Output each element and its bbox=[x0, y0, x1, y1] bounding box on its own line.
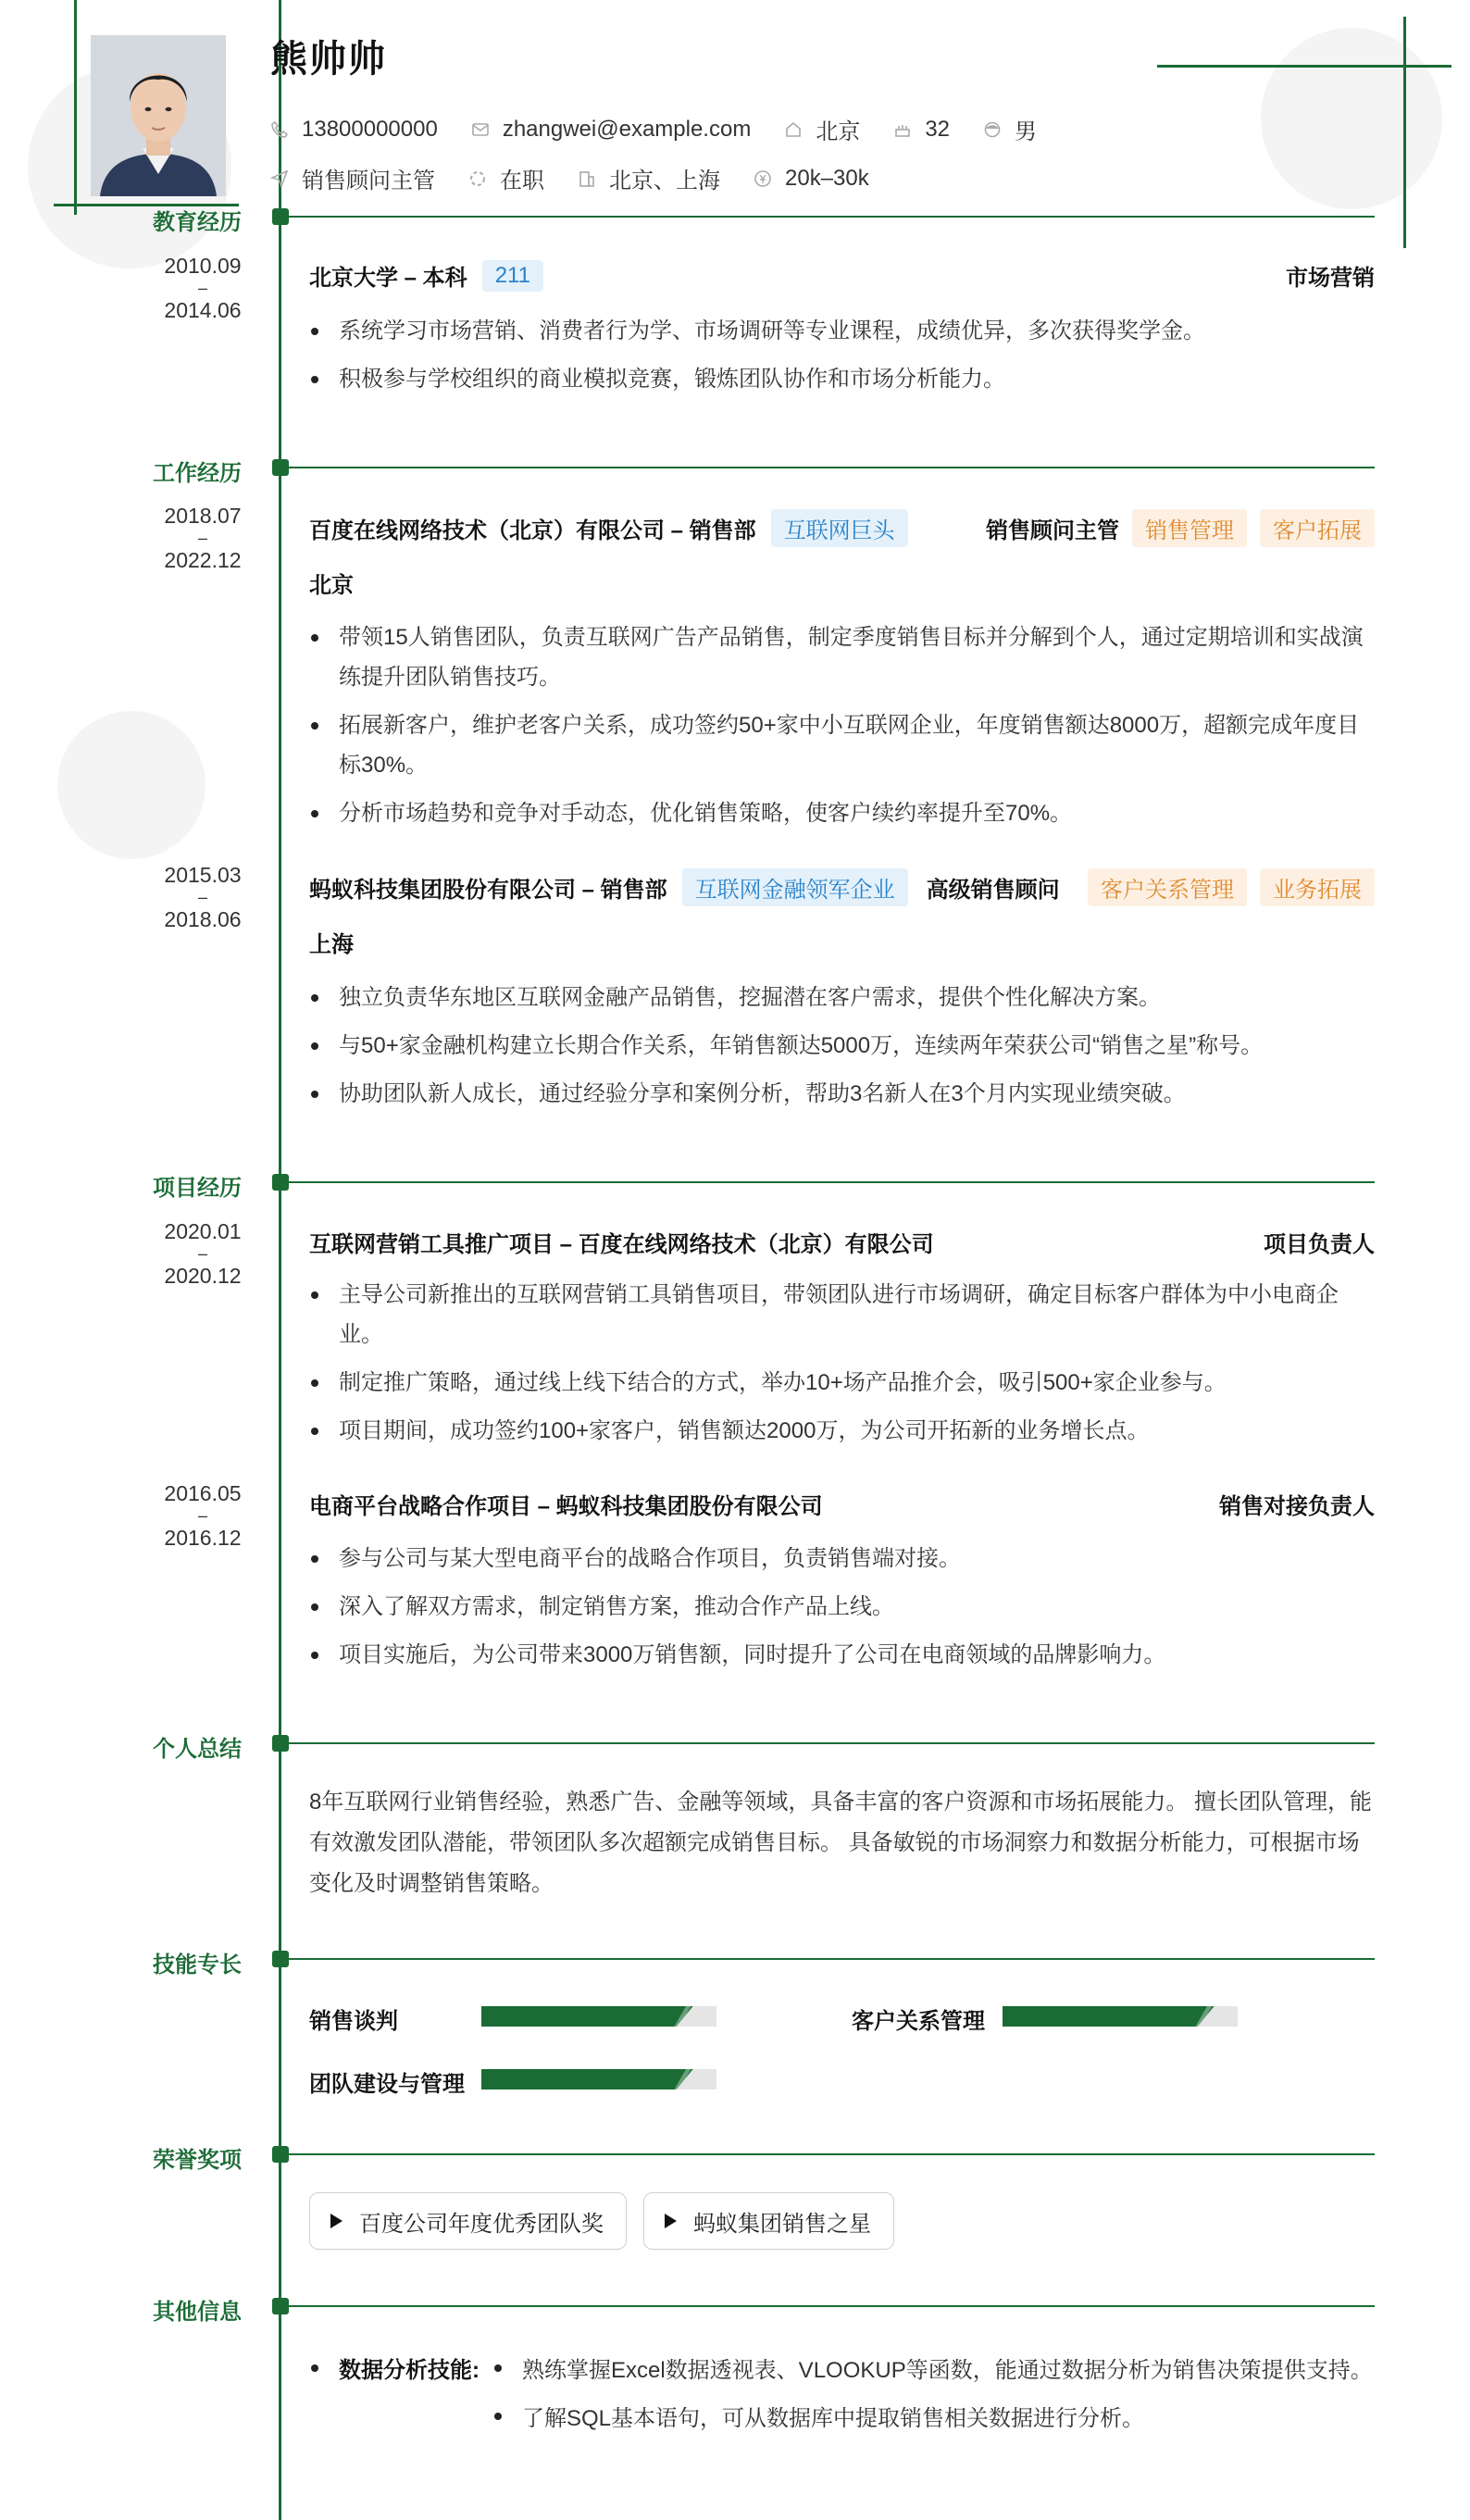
date-dash: – bbox=[197, 279, 207, 297]
date-end: 2016.12 bbox=[164, 1526, 242, 1550]
job-role: 销售顾问主管 bbox=[986, 518, 1119, 543]
section-title-other: 其他信息 bbox=[153, 2300, 242, 2325]
age-item bbox=[893, 117, 950, 143]
skill-level-fill bbox=[481, 2069, 693, 2090]
city-item bbox=[784, 113, 860, 145]
salary-value: 20k–30k bbox=[785, 165, 869, 191]
project-title: 互联网营销工具推广项目 – 百度在线网络技术（北京）有限公司 bbox=[309, 1232, 934, 1257]
honor-badge bbox=[309, 2192, 627, 2250]
date-start: 2018.07 bbox=[164, 504, 242, 528]
section-title-education: 教育经历 bbox=[153, 210, 242, 235]
home-icon bbox=[784, 120, 803, 139]
project-role: 项目负责人 bbox=[1264, 1232, 1375, 1257]
loading-icon bbox=[468, 169, 487, 188]
phone-item bbox=[270, 117, 438, 143]
contact-row bbox=[270, 113, 1070, 145]
gender-value: 男 bbox=[1015, 119, 1038, 144]
project-date bbox=[148, 1482, 257, 1549]
skill-level-fill bbox=[1003, 2006, 1215, 2027]
section-divider bbox=[280, 467, 1375, 468]
skill-tag: 客户拓展 bbox=[1260, 509, 1375, 547]
city-value: 北京 bbox=[816, 119, 861, 144]
company-tag: 互联网金融领军企业 bbox=[682, 868, 908, 906]
list-item: 项目实施后，为公司带来3000万销售额，同时提升了公司在电商领域的品牌影响力。 bbox=[309, 1635, 1374, 1675]
play-triangle-icon bbox=[330, 2214, 343, 2228]
email-icon bbox=[471, 120, 490, 139]
project-bullets bbox=[309, 1275, 1374, 1459]
status-value: 在职 bbox=[500, 168, 544, 193]
other-category-text: 数据分析技能: bbox=[339, 2358, 480, 2383]
job-role: 高级销售顾问 bbox=[926, 878, 1060, 903]
company-dept: 蚂蚁科技集团股份有限公司 – 销售部 bbox=[309, 878, 667, 903]
phone-icon bbox=[270, 120, 289, 139]
skill-name: 销售谈判 bbox=[309, 2009, 398, 2034]
list-item: 项目期间，成功签约100+家客户，销售额达2000万，为公司开拓新的业务增长点。 bbox=[309, 1411, 1374, 1451]
date-end: 2022.12 bbox=[164, 548, 242, 572]
email-value: zhangwei@example.com bbox=[502, 116, 752, 142]
avatar bbox=[91, 35, 226, 196]
honor-badge bbox=[643, 2192, 894, 2250]
building-icon bbox=[578, 169, 596, 188]
play-triangle-icon bbox=[665, 2214, 677, 2228]
education-date bbox=[148, 255, 257, 321]
project-entry-header bbox=[309, 1488, 1375, 1520]
skill-level-bar bbox=[1003, 2006, 1238, 2027]
target-city-value: 北京、上海 bbox=[609, 168, 720, 193]
section-divider bbox=[280, 216, 1375, 218]
date-end: 2018.06 bbox=[164, 907, 242, 931]
work-date bbox=[148, 864, 257, 930]
email-item bbox=[471, 117, 752, 143]
list-item: 协助团队新人成长，通过经验分享和案例分析，帮助3名新人在3个月内实现业绩突破。 bbox=[309, 1074, 1374, 1114]
list-item: 与50+家金融机构建立长期合作关系，年销售额达5000万，连续两年荣获公司“销售之星”称号。 bbox=[309, 1026, 1374, 1066]
date-start: 2015.03 bbox=[164, 863, 242, 887]
candidate-name: 熊帅帅 bbox=[270, 39, 387, 80]
decor-circle bbox=[57, 711, 206, 859]
list-item: 带领15人销售团队，负责互联网广告产品销售，制定季度销售目标并分解到个人，通过定期培训和实战演练提升团队销售技巧。 bbox=[309, 618, 1374, 697]
work-city: 上海 bbox=[309, 932, 354, 957]
avatar-portrait-icon bbox=[91, 35, 226, 196]
date-dash: – bbox=[197, 1244, 207, 1263]
list-item: 制定推广策略，通过线上线下结合的方式，举办10+场产品推介会，吸引500+家企业参与。 bbox=[309, 1363, 1374, 1403]
skill-name: 客户关系管理 bbox=[852, 2009, 985, 2034]
skill-level-bar bbox=[481, 2069, 716, 2090]
section-title-work: 工作经历 bbox=[153, 461, 242, 486]
other-item: 熟练掌握Excel数据透视表、VLOOKUP等函数，能通过数据分析为销售决策提供支持。 bbox=[492, 2352, 1373, 2384]
target-city-item bbox=[578, 162, 720, 194]
list-item: 独立负责华东地区互联网金融产品销售，挖掘潜在客户需求，提供个性化解决方案。 bbox=[309, 978, 1374, 1017]
section-title-projects: 项目经历 bbox=[153, 1176, 242, 1201]
company-tag: 互联网巨头 bbox=[771, 509, 908, 547]
work-entry-header bbox=[309, 868, 1375, 906]
skill-name: 团队建设与管理 bbox=[309, 2072, 465, 2097]
decor-line bbox=[74, 0, 77, 215]
date-end: 2014.06 bbox=[164, 298, 242, 322]
work-bullets bbox=[309, 618, 1374, 842]
date-start: 2016.05 bbox=[164, 1481, 242, 1505]
section-divider bbox=[280, 1742, 1375, 1744]
date-start: 2010.09 bbox=[164, 254, 242, 278]
face-icon bbox=[983, 120, 1002, 139]
section-divider bbox=[280, 2153, 1375, 2155]
position-value: 销售顾问主管 bbox=[302, 168, 435, 193]
date-end: 2020.12 bbox=[164, 1264, 242, 1288]
honor-label: 百度公司年度优秀团队奖 bbox=[359, 2211, 604, 2237]
position-item bbox=[270, 162, 435, 194]
yen-icon bbox=[754, 169, 772, 188]
list-item: 分析市场趋势和竞争对手动态，优化销售策略，使客户续约率提升至70%。 bbox=[309, 793, 1374, 833]
summary-text: 8年互联网行业销售经验，熟悉广告、金融等领域，具备丰富的客户资源和市场拓展能力。 擅长团队管理，能有效激发团队潜能，带领团队多次超额完成销售目标。 具备敏锐的市场洞察力和数据分析能力，可根据市场变化及时调整销售策略。 bbox=[309, 1790, 1373, 1896]
gender-item bbox=[983, 113, 1037, 145]
other-item: 了解SQL基本语句，可从数据库中提取销售相关数据进行分析。 bbox=[492, 2400, 1144, 2432]
skill-level-bar bbox=[481, 2006, 716, 2027]
school-degree: 北京大学 – 本科 bbox=[309, 266, 467, 291]
project-role: 销售对接负责人 bbox=[1219, 1494, 1375, 1519]
section-title-honors: 荣誉奖项 bbox=[153, 2148, 242, 2173]
project-date bbox=[148, 1220, 257, 1287]
section-divider bbox=[280, 1958, 1375, 1960]
age-value: 32 bbox=[925, 116, 951, 142]
send-icon bbox=[270, 169, 289, 188]
salary-item bbox=[754, 166, 869, 192]
skill-tag: 业务拓展 bbox=[1260, 868, 1375, 906]
date-dash: – bbox=[197, 529, 207, 547]
decor-line bbox=[1403, 17, 1406, 248]
timeline-spine bbox=[279, 0, 281, 2520]
honor-label: 蚂蚁集团销售之星 bbox=[693, 2211, 871, 2237]
skill-level-fill bbox=[481, 2006, 693, 2027]
section-title-summary: 个人总结 bbox=[153, 1737, 242, 1762]
section-title-skills: 技能专长 bbox=[153, 1952, 242, 1977]
date-dash: – bbox=[197, 888, 207, 906]
major: 市场营销 bbox=[1286, 266, 1375, 291]
date-dash: – bbox=[197, 1506, 207, 1525]
education-bullets bbox=[309, 311, 1374, 407]
work-date bbox=[148, 505, 257, 571]
education-entry-header bbox=[309, 259, 1375, 292]
cake-icon bbox=[893, 120, 912, 139]
list-item: 拓展新客户，维护老客户关系，成功签约50+家中小互联网企业，年度销售额达8000万，超额完成年度目标30%。 bbox=[309, 705, 1374, 785]
work-city: 北京 bbox=[309, 573, 354, 598]
company-dept: 百度在线网络技术（北京）有限公司 – 销售部 bbox=[309, 518, 756, 543]
decor-circle bbox=[1261, 28, 1442, 209]
list-item: 积极参与学校组织的商业模拟竞赛，锻炼团队协作和市场分析能力。 bbox=[309, 359, 1374, 399]
section-divider bbox=[280, 2305, 1375, 2307]
date-start: 2020.01 bbox=[164, 1219, 242, 1243]
job-info-row bbox=[270, 162, 903, 194]
section-divider bbox=[280, 1181, 1375, 1183]
work-entry-header bbox=[309, 509, 1375, 547]
project-bullets bbox=[309, 1539, 1374, 1683]
status-item bbox=[468, 162, 544, 194]
phone-value: 13800000000 bbox=[302, 116, 438, 142]
list-item: 深入了解双方需求，制定销售方案，推动合作产品上线。 bbox=[309, 1587, 1374, 1627]
decor-line bbox=[1157, 65, 1451, 68]
work-bullets bbox=[309, 978, 1374, 1122]
list-item: 参与公司与某大型电商平台的战略合作项目，负责销售端对接。 bbox=[309, 1539, 1374, 1578]
other-category-label bbox=[309, 2352, 480, 2384]
project-title: 电商平台战略合作项目 – 蚂蚁科技集团股份有限公司 bbox=[309, 1494, 823, 1519]
list-item: 系统学习市场营销、消费者行为学、市场调研等专业课程，成绩优异，多次获得奖学金。 bbox=[309, 311, 1374, 351]
skill-tag: 客户关系管理 bbox=[1088, 868, 1247, 906]
project-entry-header bbox=[309, 1226, 1375, 1258]
list-item: 主导公司新推出的互联网营销工具销售项目，带领团队进行市场调研，确定目标客户群体为中小电商企业。 bbox=[309, 1275, 1374, 1354]
school-tag: 211 bbox=[482, 260, 543, 292]
skill-tag: 销售管理 bbox=[1132, 509, 1247, 547]
